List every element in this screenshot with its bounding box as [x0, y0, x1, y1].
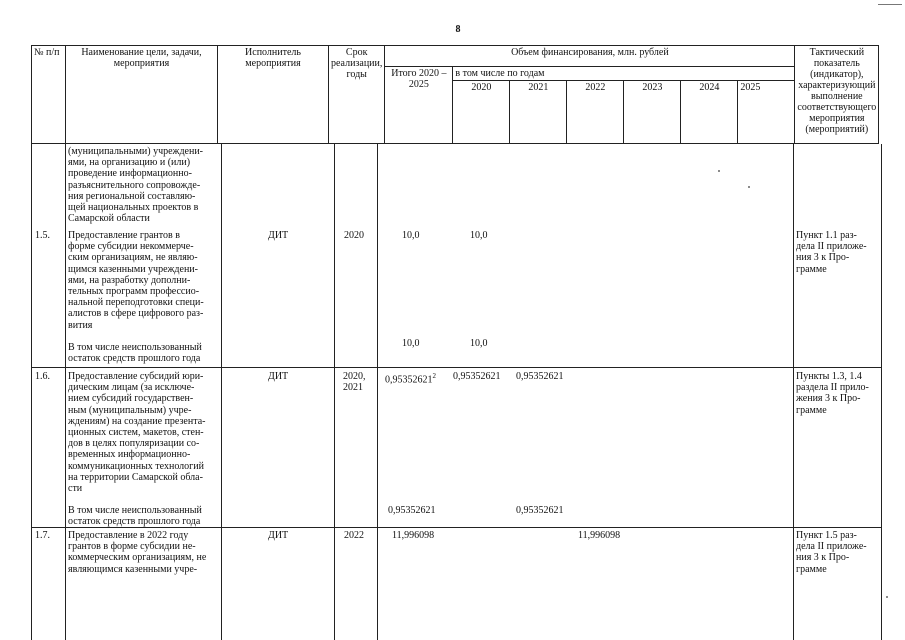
row-1-6-2021: 0,95352621 [516, 371, 564, 382]
row-1-7-total: 11,996098 [392, 530, 435, 541]
header-name: Наименование цели, задачи, мероприятия [66, 46, 218, 144]
row-1-6-sub-label: В том числе неиспользованный остаток средств прошлого года [68, 505, 202, 528]
row-1-7-name: Предоставление в 2022 году грантов в форме субсидии не- коммерческим организациям, не являющимся казенными учре- [68, 530, 207, 575]
row-1-6-executor: ДИТ [268, 371, 289, 382]
row-1-5-num: 1.5. [35, 230, 50, 241]
continuation-text: (муниципальными) учреждени- ями, на организацию и (или) проведение информационно- разъяснительного сопровожде- ния региональной составляю- щей национальных проектов в Самарской области [68, 146, 204, 225]
table-header [31, 45, 879, 144]
row-1-5-indicator: Пункт 1.1 раз- дела II приложе- ния 3 к Про- грамме [796, 230, 867, 275]
header-year-2024: 2024 [681, 81, 738, 144]
row-1-7-2022: 11,996098 [578, 530, 621, 541]
header-by-years: в том числе по годам [453, 67, 795, 81]
row-1-6-sub-2021: 0,95352621 [516, 505, 564, 516]
scan-mark [878, 4, 902, 5]
header-year-2020: 2020 [453, 81, 510, 144]
row-1-7-indicator: Пункт 1.5 раз- дела II приложе- ния 3 к Про- грамме [796, 530, 867, 575]
header-term: Срок реализации, годы [329, 46, 385, 144]
scan-speck [886, 596, 888, 598]
header-funding: Объем финансирования, млн. рублей [385, 46, 795, 67]
row-1-6-num: 1.6. [35, 371, 50, 382]
row-1-5-2020: 10,0 [470, 230, 488, 241]
scan-speck [718, 170, 720, 172]
row-1-7-num: 1.7. [35, 530, 50, 541]
row-1-5-sub-total: 10,0 [402, 338, 420, 349]
header-year-2021: 2021 [510, 81, 567, 144]
header-year-2025: 2025 [738, 81, 795, 144]
row-1-6-name: Предоставление субсидий юри- дическим лицам (за исключе- нием субсидий государствен- ным (муниципальным) учре- ждениям) на создание презента- ционных систем, макетов, стен- дов в целях популяризации со- временных информационно- коммуникационных технологий на территории Самарской обла- сти [68, 371, 206, 495]
row-divider [31, 527, 881, 528]
header-total: Итого 2020 – 2025 [385, 67, 453, 144]
row-1-5-term: 2020 [344, 230, 364, 241]
row-1-5-executor: ДИТ [268, 230, 289, 241]
row-1-6-sub-total: 0,95352621 [388, 505, 436, 516]
row-1-5-sub-2020: 10,0 [470, 338, 488, 349]
row-1-5-sub-label: В том числе неиспользованный остаток средств прошлого года [68, 342, 202, 365]
row-1-6-term: 2020, 2021 [343, 371, 366, 394]
row-1-6-total: 0,95352621$^2$ [385, 372, 436, 386]
row-1-5-total: 10,0 [402, 230, 420, 241]
row-1-7-executor: ДИТ [268, 530, 289, 541]
header-num: № п/п [32, 46, 66, 144]
header-year-2023: 2023 [624, 81, 681, 144]
page-number: 8 [455, 24, 461, 35]
header-indicator: Тактический показатель (индикатор), характеризующий выполнение соответствующего мероприятия (мероприятий) [795, 46, 879, 144]
footnote-marker: 2 [432, 372, 436, 380]
scan-speck [748, 186, 750, 188]
row-1-5-name: Предоставление грантов в форме субсидии некоммерче- ским организациям, не являю- щимся казенными учреждени- ями, на разработку дополни- тельных программ профессио- нальной переподготовки специ- алистов в сфере цифрового раз- вития [68, 230, 204, 331]
header-year-2022: 2022 [567, 81, 624, 144]
row-1-6-indicator: Пункты 1.3, 1.4 раздела II прило- жения 3 к Про- грамме [796, 371, 869, 416]
row-1-6-2020: 0,95352621 [453, 371, 501, 382]
row-divider [31, 367, 881, 368]
header-executor: Исполнитель мероприятия [218, 46, 329, 144]
row-1-7-term: 2022 [344, 530, 364, 541]
